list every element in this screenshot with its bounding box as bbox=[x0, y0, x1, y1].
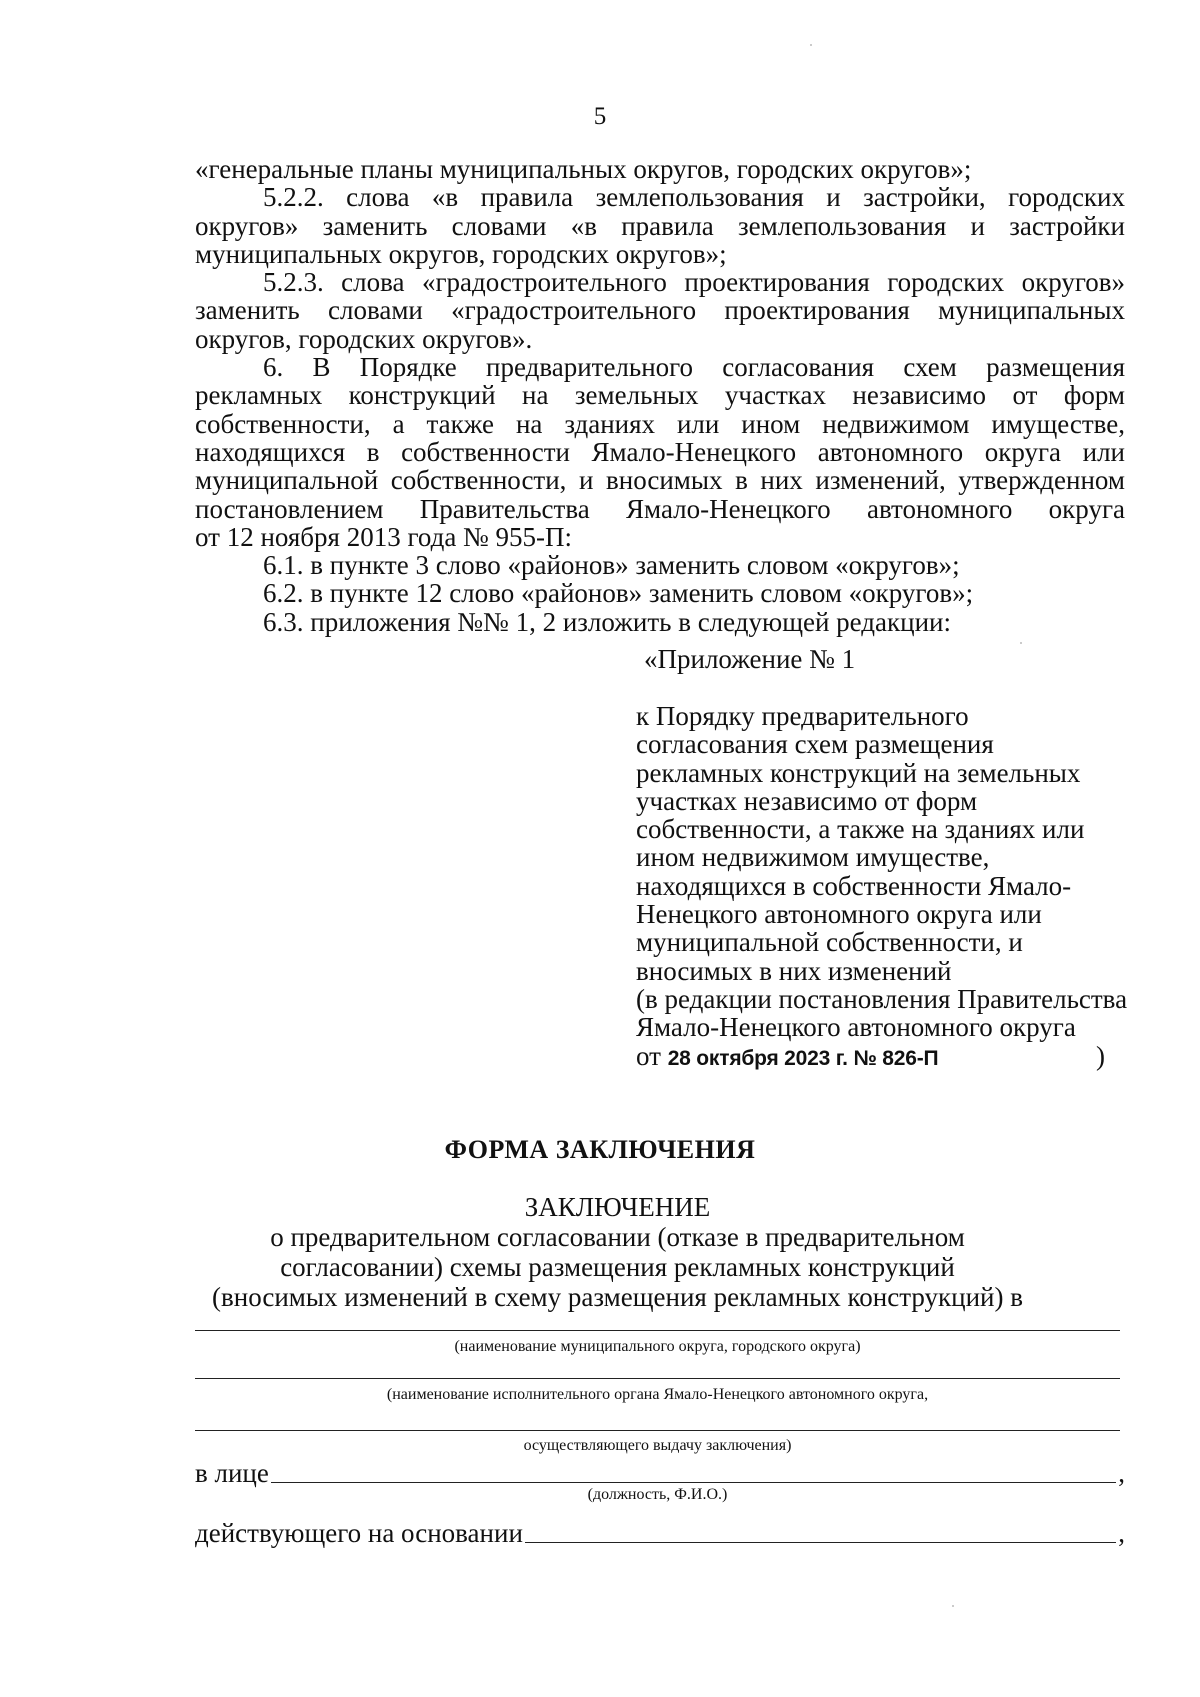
paragraph-5-2-3 bbox=[195, 268, 1125, 353]
appendix-line: вносимых в них изменений bbox=[636, 955, 952, 986]
appendix-line: участках независимо от форм bbox=[636, 785, 978, 816]
conclusion-line: о предварительном согласовании (отказе в предварительном bbox=[270, 1222, 965, 1252]
paragraph-5-2-2 bbox=[195, 183, 1125, 268]
item-6-3: 6.3. приложения №№ 1, 2 изложить в следующей редакции: bbox=[263, 606, 951, 637]
text-line: муниципальных округов, городских округов»; bbox=[195, 238, 727, 269]
comma: , bbox=[1118, 1458, 1125, 1488]
paragraph-6-items bbox=[195, 551, 1125, 636]
in-person-field[interactable] bbox=[271, 1481, 1116, 1483]
date-prefix: от bbox=[636, 1040, 661, 1071]
organ-caption-1: (наименование исполнительного органа Ямало-Ненецкого автономного округа, bbox=[386, 1386, 929, 1403]
text-line: заменить словами «градостроительного проектирования муниципальных bbox=[195, 295, 1125, 326]
appendix-title: «Приложение № 1 bbox=[644, 644, 856, 674]
appendix-line: ином недвижимом имуществе, bbox=[636, 842, 990, 873]
appendix-line: к Порядку предварительного bbox=[636, 701, 969, 731]
text-line: 5.2.3. слова «градостроительного проектирования городских округов» bbox=[263, 267, 1125, 298]
scan-speck bbox=[1020, 642, 1022, 644]
text-line: 6. В Порядке предварительного согласования схем размещения bbox=[263, 352, 1125, 383]
in-person-label: в лице bbox=[195, 1458, 269, 1488]
organ-fill-line-2[interactable] bbox=[195, 1430, 1120, 1431]
text-line: округов, городских округов». bbox=[195, 323, 533, 354]
municipality-caption: (наименование муниципального округа, городского округа) bbox=[454, 1338, 861, 1355]
paragraph-6 bbox=[195, 353, 1125, 551]
comma: , bbox=[1118, 1518, 1125, 1548]
position-caption: (должность, Ф.И.О.) bbox=[587, 1486, 728, 1503]
text-line: от 12 ноября 2013 года № 955-П: bbox=[195, 521, 573, 552]
date-stamp: 28 октября 2023 г. № 826-П bbox=[667, 1046, 939, 1070]
scan-speck bbox=[810, 44, 812, 46]
organ-caption-2: осуществляющего выдачу заключения) bbox=[523, 1437, 792, 1454]
text-line: 5.2.2. слова «в правила землепользования и застройки, городских bbox=[263, 182, 1125, 213]
scan-speck bbox=[952, 1605, 954, 1607]
acting-basis-row bbox=[195, 1518, 1125, 1549]
text-line: находящихся в собственности Ямало-Ненецкого автономного округа или bbox=[195, 436, 1125, 467]
conclusion-heading-block bbox=[0, 1192, 1200, 1312]
appendix-line: согласования схем размещения bbox=[636, 729, 994, 760]
appendix-line: Ямало-Ненецкого автономного округа bbox=[636, 1012, 1076, 1043]
appendix-line: муниципальной собственности, и bbox=[636, 927, 1023, 958]
page-number: 5 bbox=[593, 103, 607, 130]
acting-basis-label: действующего на основании bbox=[195, 1518, 523, 1548]
appendix-note bbox=[636, 702, 1136, 1073]
appendix-line: собственности, а также на зданиях или bbox=[636, 814, 1085, 845]
text-line: постановлением Правительства Ямало-Ненецкого автономного округа bbox=[195, 493, 1125, 524]
organ-fill-line[interactable] bbox=[195, 1378, 1120, 1379]
text-line: собственности, а также на зданиях или ином недвижимом имуществе, bbox=[195, 408, 1125, 439]
appendix-line: находящихся в собственности Ямало- bbox=[636, 870, 1072, 901]
paragraph-generalnye-plany bbox=[195, 155, 1125, 183]
conclusion-heading: ЗАКЛЮЧЕНИЕ bbox=[524, 1192, 711, 1222]
appendix-line: Ненецкого автономного округа или bbox=[636, 899, 1042, 930]
conclusion-line: (вносимых изменений в схему размещения рекламных конструкций) в bbox=[212, 1282, 1023, 1312]
appendix-line: (в редакции постановления Правительства bbox=[636, 983, 1128, 1014]
municipality-fill-line[interactable] bbox=[195, 1330, 1120, 1331]
body-text bbox=[195, 155, 1125, 636]
appendix-line: рекламных конструкций на земельных bbox=[636, 757, 1081, 788]
item-6-2: 6.2. в пункте 12 слово «районов» заменить словом «округов»; bbox=[263, 578, 974, 609]
text-line: рекламных конструкций на земельных участках независимо от форм bbox=[195, 380, 1125, 411]
text-line: округов» заменить словами «в правила землепользования и застройки bbox=[195, 210, 1125, 241]
in-person-row bbox=[195, 1458, 1125, 1489]
appendix-date-line bbox=[636, 1042, 1136, 1073]
conclusion-line: согласовании) схемы размещения рекламных конструкций bbox=[280, 1252, 955, 1282]
form-title: ФОРМА ЗАКЛЮЧЕНИЯ bbox=[444, 1135, 756, 1164]
date-close-paren: ) bbox=[1096, 1040, 1105, 1071]
text-line: «генеральные планы муниципальных округов, городских округов»; bbox=[195, 154, 972, 184]
item-6-1: 6.1. в пункте 3 слово «районов» заменить словом «округов»; bbox=[263, 550, 960, 581]
text-line: муниципальной собственности, и вносимых в них изменений, утвержденном bbox=[195, 465, 1125, 496]
acting-basis-field[interactable] bbox=[525, 1541, 1116, 1543]
